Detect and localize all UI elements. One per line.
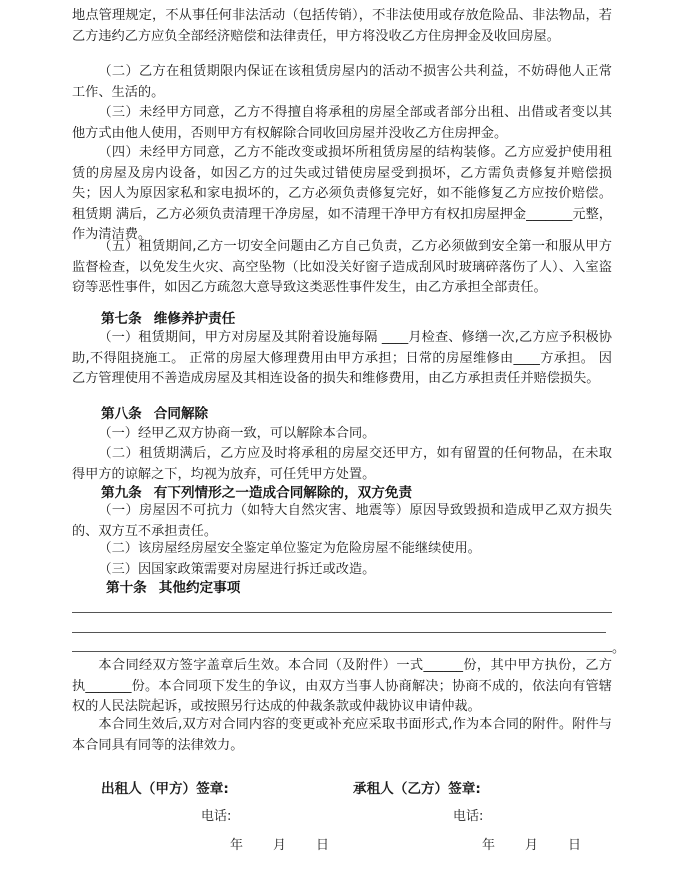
clause-seven-item-1: （一）租赁期间，甲方对房屋及其附着设施每隔 ____月检查、修缮一次,乙方应予积极协助,不得阻挠施工。 正常的房屋大修理费用由甲方承担；日常的房屋维修由____方承担。 因乙方管理使用不善造成房屋及其相连设备的损失和维修费用，由乙方承担责任并赔偿损失。 xyxy=(72,330,612,386)
trailing-period: 。 xyxy=(612,641,626,656)
lessee-signature-label: 承租人（乙方）签章: xyxy=(353,781,481,797)
clause-nine-title: 有下列情形之一造成合同解除的，双方免责 xyxy=(153,485,413,501)
clause-seven-heading xyxy=(101,309,235,329)
clause-eight-item-1: （一）经甲乙双方协商一致，可以解除本合同。 xyxy=(98,426,376,441)
clause-nine-heading xyxy=(101,483,412,503)
clause-six-item-2: （二）乙方在租赁期限内保证在该租赁房屋内的活动不损害公共利益，不妨碍他人正常工作、生活的。 xyxy=(72,64,612,100)
blank-fill-line-3 xyxy=(72,651,612,652)
clause-ten-title: 其他约定事项 xyxy=(158,580,241,596)
lessee-date-day: 日 xyxy=(568,838,582,853)
clause-six-continued: 地点管理规定，不从事任何非法活动（包括传销），不非法使用或存放危险品、非法物品，若乙方违约乙方应负全部经济赔偿和法律责任，甲方将没收乙方住房押金及收回房屋。 xyxy=(72,8,612,44)
clause-eight-number: 第八条 xyxy=(101,406,142,422)
lessor-date-month: 月 xyxy=(273,838,287,853)
lessee-date-month: 月 xyxy=(525,838,539,853)
clause-seven-number: 第七条 xyxy=(101,311,142,327)
lessor-phone-label: 电话: xyxy=(201,809,232,824)
effectiveness-paragraph: 本合同经双方签字盖章后生效。本合同（及附件）一式______份，其中甲方执份，乙方执_______份。本合同项下发生的争议，由双方当事人协商解决；协商不成的，依法向有管辖权的人民法院起诉，或按照另行达成的仲裁条款或仲裁协议申请仲裁。 xyxy=(72,658,612,714)
clause-nine-item-1: （一）房屋因不可抗力（如特大自然灾害、地震等）原因导致毁损和造成甲乙双方损失的、双方互不承担责任。 xyxy=(72,503,612,539)
lessee-date-year: 年 xyxy=(482,838,496,853)
clause-nine-item-2: （二）该房屋经房屋安全鉴定单位鉴定为危险房屋不能继续使用。 xyxy=(98,541,481,556)
lessor-signature-label: 出租人（甲方）签章: xyxy=(101,781,229,797)
amendment-paragraph: 本合同生效后,双方对合同内容的变更或补充应采取书面形式,作为本合同的附件。附件与本合同具有同等的法律效力。 xyxy=(72,717,612,753)
lessor-date-year: 年 xyxy=(230,838,244,853)
clause-six-item-3: （三）未经甲方同意，乙方不得擅自将承租的房屋全部或者部分出租、出借或者变以其他方式由他人使用，否则甲方有权解除合同收回房屋并没收乙方住房押金。 xyxy=(72,105,612,141)
lessee-phone-label: 电话: xyxy=(453,809,484,824)
clause-six-item-5: （五）租赁期间,乙方一切安全问题由乙方自己负责，乙方必须做到安全第一和服从甲方监督检查，以免发生火灾、高空坠物（比如没关好窗子造成刮风时玻璃碎落伤了人）、入室盗窃等恶性事件，如因乙方疏忽大意导致这类恶性事件发生，由乙方承担全部责任。 xyxy=(72,239,612,295)
clause-eight-title: 合同解除 xyxy=(153,406,209,422)
clause-six-item-4: （四）未经甲方同意，乙方不能改变或损坏所租赁房屋的结构装修。乙方应爱护使用租赁的房屋及房内设备，如因乙方的过失或过错使房屋受到损坏，乙方需负责修复并赔偿损失；因人为原因家私和家电损坏的，乙方必须负责修复完好，如不能修复乙方应按价赔偿。租赁期 满后，乙方必须负责清理干净房屋，如不清理干净甲方有权扣房屋押金_______元整，作为清洁费。 xyxy=(72,145,612,242)
clause-nine-number: 第九条 xyxy=(101,485,142,501)
lessor-date-day: 日 xyxy=(316,838,330,853)
blank-fill-line-2 xyxy=(72,632,606,633)
clause-nine-item-3: （三）因国家政策需要对房屋进行拆迁或改造。 xyxy=(98,562,376,577)
blank-fill-line-1 xyxy=(72,612,612,613)
clause-ten-number: 第十条 xyxy=(106,580,147,596)
clause-eight-item-2: （二）租赁期满后，乙方应及时将承租的房屋交还甲方，如有留置的任何物品，在未取得甲方的谅解之下，均视为放弃，可任凭甲方处置。 xyxy=(72,446,612,482)
clause-eight-heading xyxy=(101,404,208,424)
clause-seven-title: 维修养护责任 xyxy=(153,311,236,327)
clause-ten-heading xyxy=(106,578,240,598)
